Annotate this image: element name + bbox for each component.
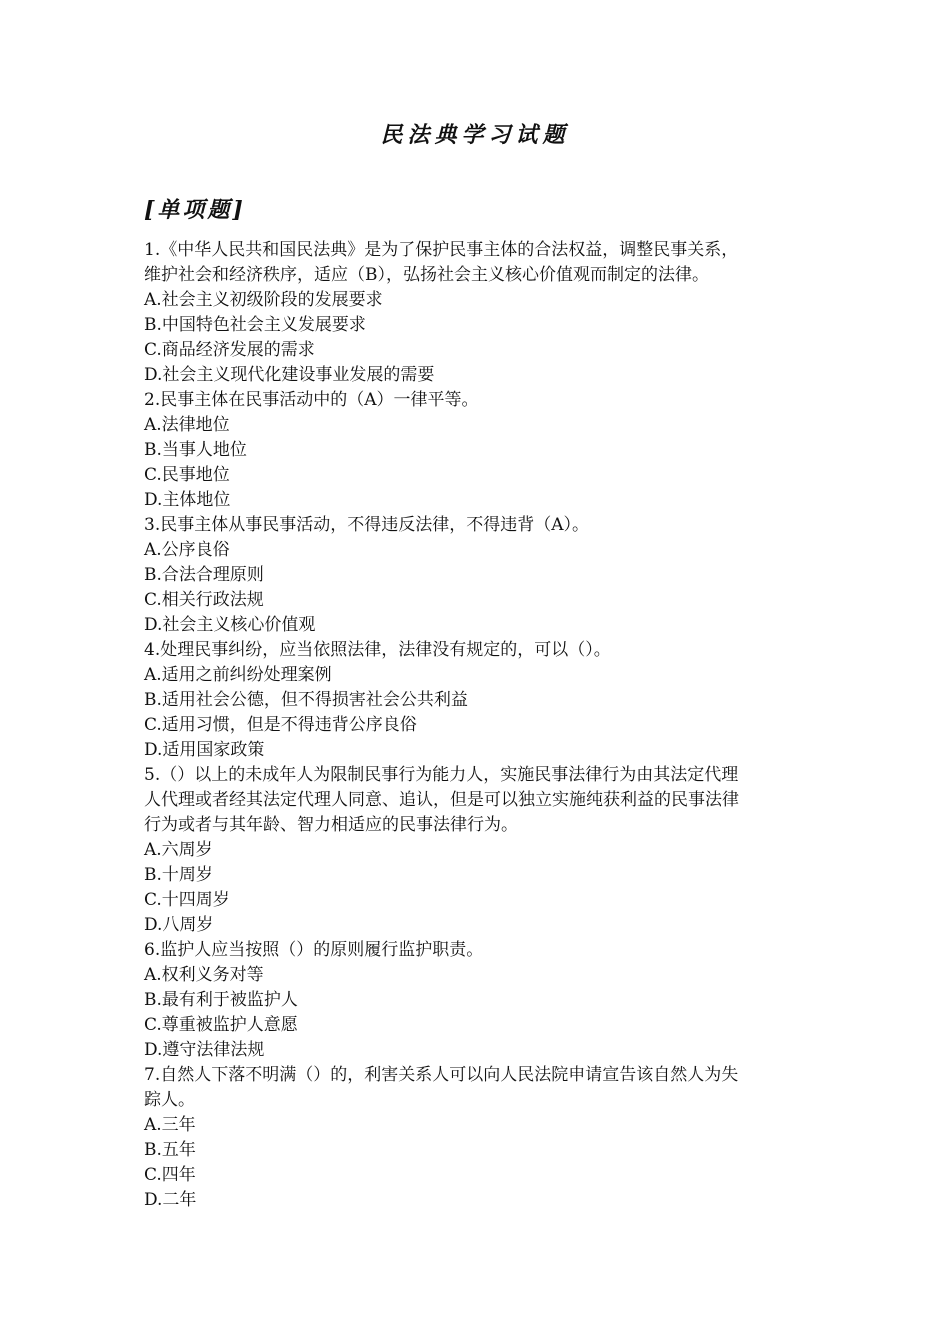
answer-option: D.主体地位 bbox=[144, 490, 231, 510]
answer-option: C.适用习惯，但是不得违背公序良俗 bbox=[144, 715, 417, 735]
document-title: 民法典学习试题 bbox=[380, 122, 570, 148]
answer-option: C.商品经济发展的需求 bbox=[144, 340, 315, 360]
question-stem: 3.民事主体从事民事活动，不得违反法律，不得违背（A）。 bbox=[144, 515, 589, 535]
question-list bbox=[144, 238, 812, 1213]
answer-option: B.五年 bbox=[144, 1140, 196, 1160]
answer-option: C.十四周岁 bbox=[144, 890, 230, 910]
question-stem: 5.（）以上的未成年人为限制民事行为能力人，实施民事法律行为由其法定代理 bbox=[144, 765, 739, 785]
answer-option: C.四年 bbox=[144, 1165, 196, 1185]
question-stem: 6.监护人应当按照（）的原则履行监护职责。 bbox=[144, 940, 484, 960]
answer-option: B.中国特色社会主义发展要求 bbox=[144, 315, 366, 335]
question-item bbox=[144, 763, 812, 938]
question-stem: 4.处理民事纠纷，应当依照法律，法律没有规定的，可以（）。 bbox=[144, 640, 611, 660]
question-stem: 2.民事主体在民事活动中的（A）一律平等。 bbox=[144, 390, 479, 410]
question-item bbox=[144, 938, 812, 1063]
answer-option: C.相关行政法规 bbox=[144, 590, 264, 610]
answer-option: B.最有利于被监护人 bbox=[144, 990, 298, 1010]
question-stem: 行为或者与其年龄、智力相适应的民事法律行为。 bbox=[144, 815, 518, 835]
answer-option: C.尊重被监护人意愿 bbox=[144, 1015, 298, 1035]
answer-option: D.遵守法律法规 bbox=[144, 1040, 265, 1060]
answer-option: A.公序良俗 bbox=[144, 540, 230, 560]
answer-option: C.民事地位 bbox=[144, 465, 230, 485]
question-item bbox=[144, 513, 812, 638]
question-stem: 人代理或者经其法定代理人同意、追认，但是可以独立实施纯获利益的民事法律 bbox=[144, 790, 739, 810]
answer-option: A.适用之前纠纷处理案例 bbox=[144, 665, 332, 685]
answer-option: A.法律地位 bbox=[144, 415, 230, 435]
answer-option: A.六周岁 bbox=[144, 840, 213, 860]
answer-option: A.社会主义初级阶段的发展要求 bbox=[144, 290, 383, 310]
section-heading: [单项题] bbox=[144, 197, 246, 223]
answer-option: D.社会主义现代化建设事业发展的需要 bbox=[144, 365, 435, 385]
answer-option: D.适用国家政策 bbox=[144, 740, 265, 760]
answer-option: B.合法合理原则 bbox=[144, 565, 264, 585]
answer-option: A.权利义务对等 bbox=[144, 965, 264, 985]
answer-option: D.八周岁 bbox=[144, 915, 214, 935]
answer-option: B.十周岁 bbox=[144, 865, 213, 885]
answer-option: B.适用社会公德，但不得损害社会公共利益 bbox=[144, 690, 468, 710]
answer-option: D.二年 bbox=[144, 1190, 197, 1210]
answer-option: B.当事人地位 bbox=[144, 440, 247, 460]
question-stem: 1.《中华人民共和国民法典》是为了保护民事主体的合法权益，调整民事关系， bbox=[144, 240, 739, 260]
question-item bbox=[144, 638, 812, 763]
question-stem: 7.自然人下落不明满（）的，利害关系人可以向人民法院申请宣告该自然人为失 bbox=[144, 1065, 739, 1085]
question-item bbox=[144, 238, 812, 388]
answer-option: D.社会主义核心价值观 bbox=[144, 615, 316, 635]
answer-option: A.三年 bbox=[144, 1115, 196, 1135]
question-stem: 维护社会和经济秩序，适应（B），弘扬社会主义核心价值观而制定的法律。 bbox=[144, 265, 709, 285]
question-stem: 踪人。 bbox=[144, 1090, 195, 1110]
question-item bbox=[144, 388, 812, 513]
question-item bbox=[144, 1063, 812, 1213]
